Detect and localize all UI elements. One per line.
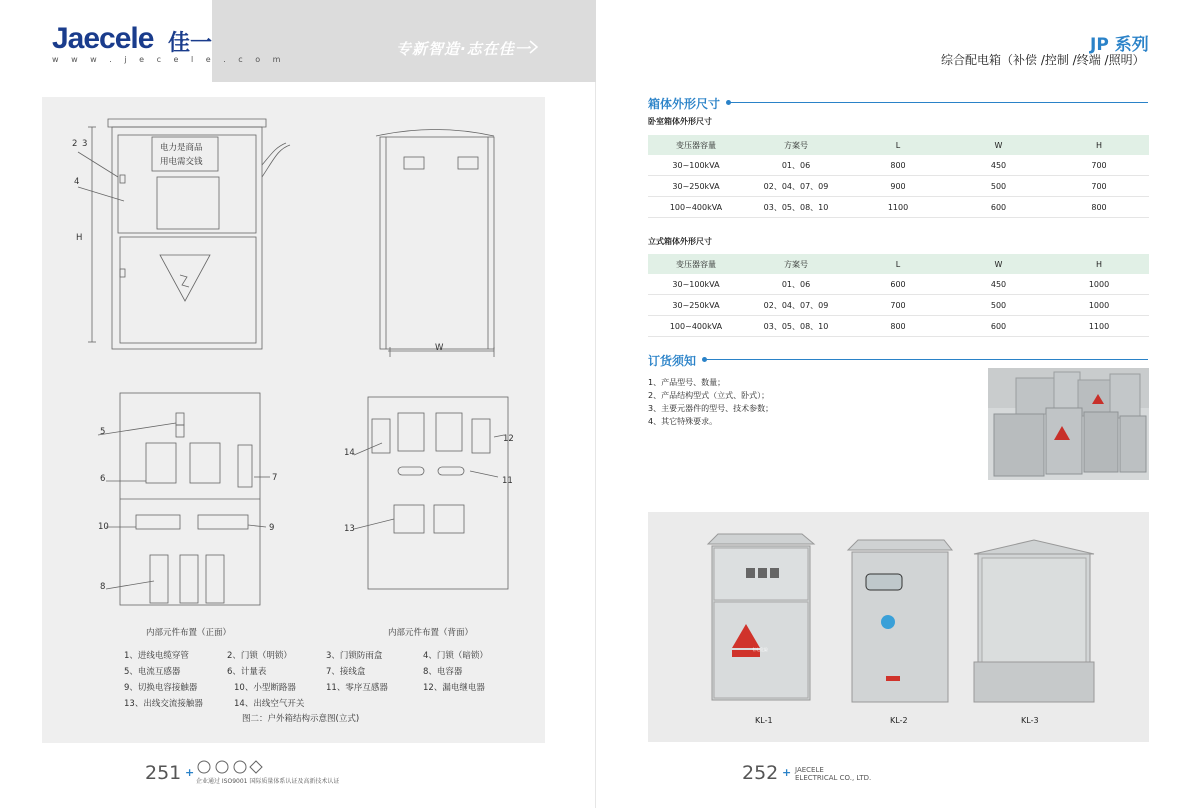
dimension-w-label: W <box>435 343 444 353</box>
legend-item: 2、门锁（明锁） <box>227 651 292 661</box>
product-cabinets-illustration <box>648 512 1149 742</box>
table-header: 变压器容量 <box>648 254 744 274</box>
front-layout-caption: 内部元件布置（正面） <box>146 628 232 638</box>
legend-item: 14、出线空气开关 <box>234 699 305 709</box>
table-header: W <box>948 254 1049 274</box>
table-cell: 1000 <box>1049 295 1149 316</box>
callout-5: 5 <box>100 427 106 437</box>
table-row <box>648 316 1149 337</box>
chevron-right-icon <box>528 40 540 54</box>
legend-item: 6、计量表 <box>227 667 267 677</box>
table2-title: 立式箱体外形尺寸 <box>648 237 712 246</box>
table-row <box>648 197 1149 218</box>
note-item: 4、其它特殊要求。 <box>648 417 718 426</box>
callout-6: 6 <box>100 474 106 484</box>
table-cell: 600 <box>948 197 1049 218</box>
callout-14: 14 <box>344 448 355 458</box>
table-cell: 600 <box>948 316 1049 337</box>
brand-logo: Jaecele <box>52 22 154 55</box>
slogan: 专新智造·志在佳一 <box>396 40 531 58</box>
structure-diagram-panel <box>42 97 545 743</box>
legend-item: 9、切换电容接触器 <box>124 683 198 693</box>
legend-item: 8、电容器 <box>423 667 463 677</box>
ordering-notes <box>648 376 773 428</box>
product-group-photo <box>988 368 1149 480</box>
legend-item: 4、门锁（暗锁） <box>423 651 488 661</box>
table-row <box>648 176 1149 197</box>
back-layout-caption: 内部元件布置（背面） <box>388 628 474 638</box>
legend-item: 13、出线交流接触器 <box>124 699 203 709</box>
table-cell: 100~400kVA <box>648 197 744 218</box>
table-cell: 450 <box>948 155 1049 176</box>
table-cell: 02、04、07、09 <box>744 295 848 316</box>
cabinet-kl1 <box>708 534 814 700</box>
table-cell: 800 <box>848 155 948 176</box>
legend-item: 5、电流互感器 <box>124 667 181 677</box>
table-header: L <box>848 254 948 274</box>
table-header: H <box>1049 254 1149 274</box>
legend-item: 7、接线盒 <box>326 667 366 677</box>
legend-item: 10、小型断路器 <box>234 683 296 693</box>
section-title-ordering: 订货须知 <box>648 354 697 368</box>
callout-10: 10 <box>98 522 109 532</box>
table-cell: 01、06 <box>744 274 848 295</box>
page-divider <box>595 82 596 808</box>
table-cell: 01、06 <box>744 155 848 176</box>
table-header: W <box>948 135 1049 155</box>
table-cell: 02、04、07、09 <box>744 176 848 197</box>
cabinet-structure-drawing <box>42 97 545 743</box>
note-item: 1、产品型号、数量； <box>648 378 726 387</box>
warning-label: 有电危险 <box>752 647 768 652</box>
table-cell: 30~250kVA <box>648 176 744 197</box>
front-panel-text-2: 用电需交钱 <box>160 157 203 167</box>
table-cell: 500 <box>948 176 1049 197</box>
table-cell: 03、05、08、10 <box>744 197 848 218</box>
table-header: 变压器容量 <box>648 135 744 155</box>
table-cell: 100~400kVA <box>648 316 744 337</box>
company-name-line2: ELECTRICAL CO., LTD. <box>795 774 872 782</box>
section-line <box>704 359 1148 360</box>
legend-item: 12、漏电继电器 <box>423 683 485 693</box>
certification-text: 企业通过 ISO9001 国际质量体系认证及高新技术认证 <box>196 778 340 785</box>
legend-item: 1、进线电缆穿管 <box>124 651 189 661</box>
product-label-kl2: KL-2 <box>890 716 908 725</box>
callout-11: 11 <box>502 476 513 486</box>
brand-url: w w w . j e c e l e . c o m <box>52 55 286 64</box>
table-vertical-dims <box>648 254 1149 337</box>
table-cell: 1100 <box>848 197 948 218</box>
plus-icon: + <box>185 766 195 779</box>
note-item: 2、产品结构型式（立式、卧式）； <box>648 391 770 400</box>
table-cell: 500 <box>948 295 1049 316</box>
cabinet-kl3 <box>974 540 1094 702</box>
product-label-kl3: KL-3 <box>1021 716 1039 725</box>
table1-title: 卧室箱体外形尺寸 <box>648 117 712 126</box>
dimension-h-label: H <box>76 233 83 243</box>
cabinet-kl2 <box>848 540 952 702</box>
table-cell: 700 <box>848 295 948 316</box>
legend-item: 3、门锁防雨盒 <box>326 651 383 661</box>
callout-4: 4 <box>74 177 80 187</box>
table-row <box>648 155 1149 176</box>
table-horizontal-dims <box>648 135 1149 218</box>
note-item: 3、主要元器件的型号、技术参数； <box>648 404 774 413</box>
table-header: 方案号 <box>744 254 848 274</box>
table-cell: 700 <box>1049 155 1149 176</box>
table-header: H <box>1049 135 1149 155</box>
page-number-left: 251 <box>145 762 182 784</box>
callout-12: 12 <box>503 434 514 444</box>
callout-3: 3 <box>82 139 88 149</box>
callout-8: 8 <box>100 582 106 592</box>
table-cell: 450 <box>948 274 1049 295</box>
series-subtitle: 综合配电箱（补偿 /控制 /终端 /照明） <box>941 53 1145 67</box>
table-cell: 900 <box>848 176 948 197</box>
table-cell: 600 <box>848 274 948 295</box>
callout-7: 7 <box>272 473 278 483</box>
section-line <box>728 102 1148 103</box>
table-cell: 30~100kVA <box>648 155 744 176</box>
table-cell: 1000 <box>1049 274 1149 295</box>
company-name-line1: JAECELE <box>795 766 824 774</box>
table-row <box>648 295 1149 316</box>
figure-caption: 图二：户外箱结构示意图(立式) <box>242 714 360 724</box>
brand-logo-cn: 佳一 <box>168 31 213 56</box>
callout-13: 13 <box>344 524 355 534</box>
table-cell: 800 <box>848 316 948 337</box>
plus-icon: + <box>782 766 792 779</box>
callout-2: 2 <box>72 139 78 149</box>
table-cell: 30~100kVA <box>648 274 744 295</box>
callout-9: 9 <box>269 523 275 533</box>
page-number-right: 252 <box>742 762 779 784</box>
section-title-dimensions: 箱体外形尺寸 <box>648 97 721 111</box>
table-cell: 700 <box>1049 176 1149 197</box>
table-cell: 800 <box>1049 197 1149 218</box>
table-cell: 03、05、08、10 <box>744 316 848 337</box>
table-cell: 1100 <box>1049 316 1149 337</box>
series-title: JP 系列 <box>1090 35 1149 55</box>
table-header: 方案号 <box>744 135 848 155</box>
table-header: L <box>848 135 948 155</box>
table-row <box>648 274 1149 295</box>
front-panel-text-1: 电力是商品 <box>160 143 203 153</box>
legend-item: 11、零序互感器 <box>326 683 388 693</box>
table-cell: 30~250kVA <box>648 295 744 316</box>
product-label-kl1: KL-1 <box>755 716 773 725</box>
certification-marks-icon <box>196 760 266 774</box>
